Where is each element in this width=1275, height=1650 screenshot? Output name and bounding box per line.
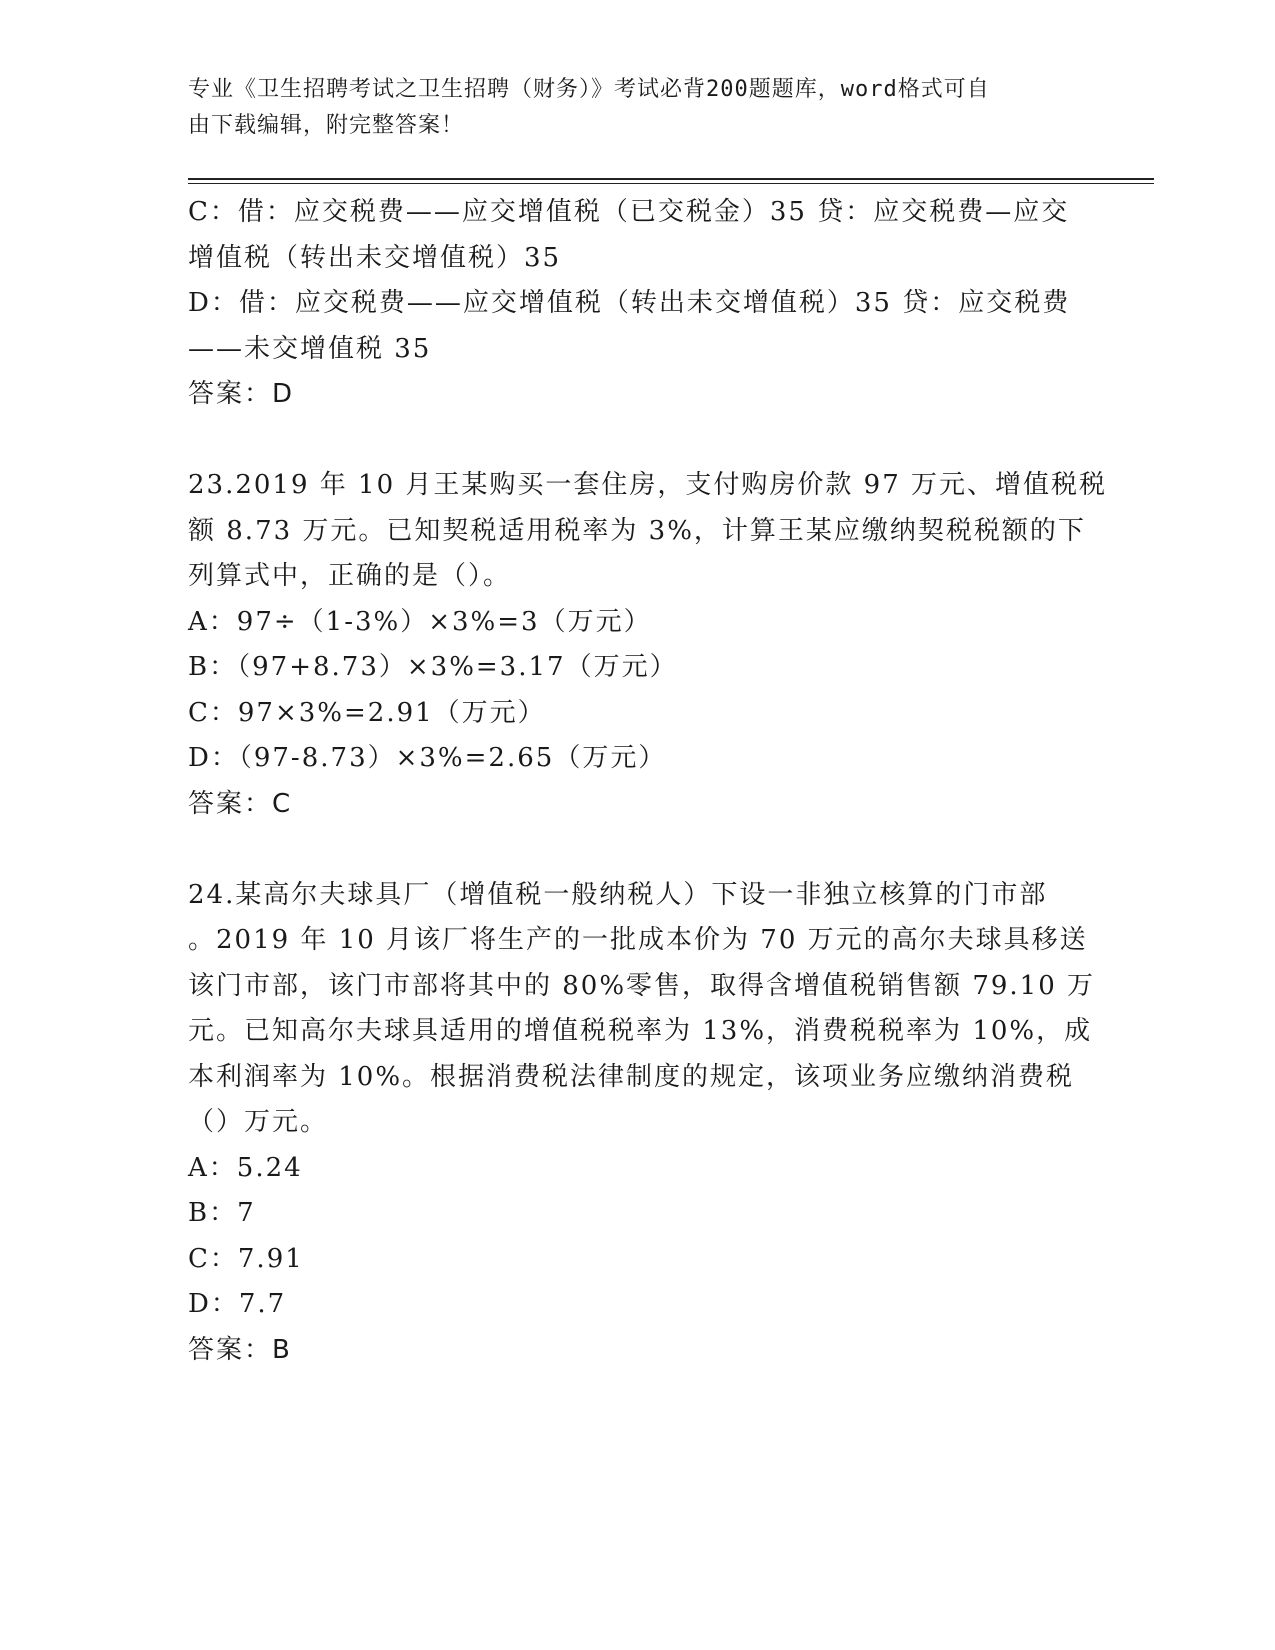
header-line-1: 专业《卫生招聘考试之卫生招聘（财务）》考试必背200题题库，word格式可自: [188, 77, 990, 102]
option-c-line-2: 增值税（转出未交增值税）35: [188, 242, 562, 273]
document-header: [188, 72, 1088, 144]
option-b: B：7: [188, 1198, 256, 1228]
question-stem-line: 本利润率为 10%。根据消费税法律制度的规定，该项业务应缴纳消费税: [188, 1061, 1075, 1092]
answer-24: 答案：B: [188, 1334, 292, 1365]
option-d-line-2: ——未交增值税 35: [188, 333, 432, 364]
option-c-line-1: C：借：应交税费——应交增值税（已交税金）35 贷：应交税费—应交: [188, 197, 1070, 227]
answer-22: 答案：D: [188, 379, 295, 409]
option-d: D：（97-8.73）×3%=2.65（万元）: [188, 743, 667, 773]
header-divider-thick: [188, 178, 1154, 180]
question-stem-line: 24.某高尔夫球具厂（增值税一般纳税人）下设一非独立核算的门市部: [188, 879, 1048, 910]
option-b: B：（97+8.73）×3%=3.17（万元）: [188, 652, 678, 682]
question-stem-line: （）万元。: [188, 1107, 329, 1137]
option-d: D：7.7: [188, 1289, 287, 1319]
document-body: [188, 190, 1108, 1373]
question-stem-line: 额 8.73 万元。已知契税适用税率为 3%，计算王某应缴纳契税税额的下: [188, 515, 1086, 546]
question-stem-line: 列算式中，正确的是（）。: [188, 561, 512, 591]
option-d-line-1: D：借：应交税费——应交增值税（转出未交增值税）35 贷：应交税费: [188, 288, 1071, 318]
spacer: [188, 418, 1088, 464]
header-line-2: 由下载编辑，附完整答案！: [188, 113, 465, 138]
answer-23: 答案：C: [188, 788, 293, 819]
spacer: [188, 827, 1088, 873]
option-c: C：97×3%=2.91（万元）: [188, 697, 546, 728]
question-stem-line: 23.2019 年 10 月王某购买一套住房，支付购房价款 97 万元、增值税税: [188, 470, 1108, 500]
question-stem-line: 元。已知高尔夫球具适用的增值税税率为 13%，消费税税率为 10%，成: [188, 1016, 1093, 1046]
question-22-tail: [188, 190, 1088, 418]
question-stem-line: 。2019 年 10 月该厂将生产的一批成本价为 70 万元的高尔夫球具移送: [188, 925, 1088, 955]
header-divider-thin: [188, 183, 1154, 184]
option-a: A：5.24: [188, 1152, 303, 1183]
question-23: [188, 463, 1108, 827]
question-stem-line: 该门市部，该门市部将其中的 80%零售，取得含增值税销售额 79.10 万: [188, 970, 1096, 1001]
question-24: [188, 873, 1096, 1374]
option-a: A：97÷（1-3%）×3%=3（万元）: [188, 606, 652, 637]
option-c: C：7.91: [188, 1243, 304, 1274]
